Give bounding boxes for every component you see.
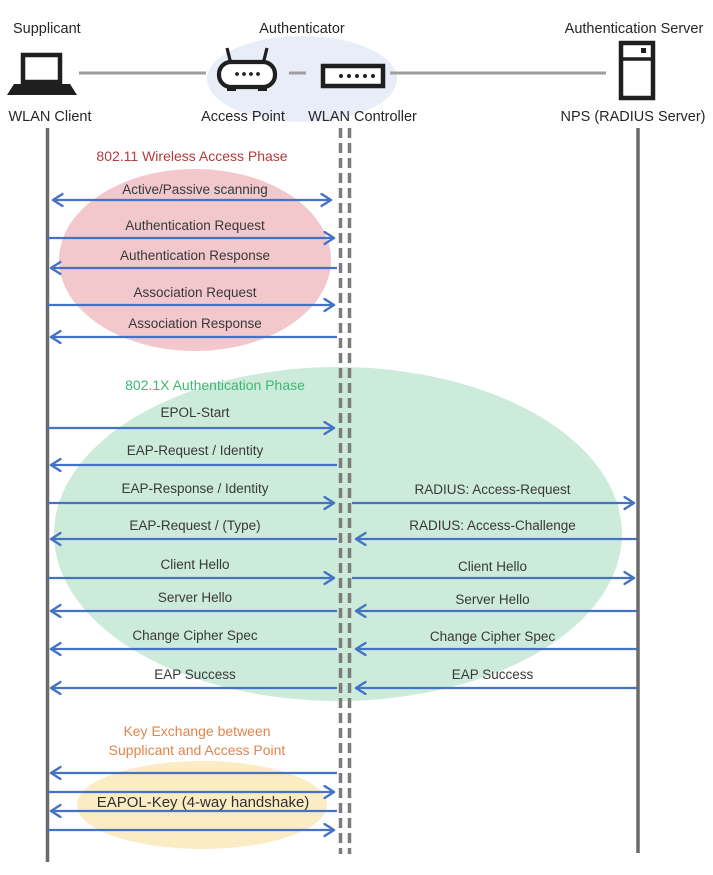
phase1-title: 802.11 Wireless Access Phase: [96, 148, 288, 164]
message-label: EAPOL-Key (4-way handshake): [96, 794, 310, 811]
message-label: EAP-Request / (Type): [129, 518, 261, 533]
message-label: Change Cipher Spec: [429, 629, 556, 644]
message-label: Authentication Response: [119, 248, 271, 263]
message-label: Association Request: [133, 285, 257, 300]
device-label-access-point: Access Point: [201, 109, 285, 125]
actor-role-supplicant: Supplicant: [13, 21, 81, 37]
server-icon: [621, 43, 653, 98]
message-label: Authentication Request: [125, 218, 265, 233]
message-label: Active/Passive scanning: [122, 182, 268, 197]
message-label: Server Hello: [157, 590, 233, 605]
message-label: Server Hello: [455, 592, 530, 607]
message-label: EPOL-Start: [160, 405, 230, 420]
laptop-icon: [7, 55, 77, 95]
wlan-controller-icon: [323, 66, 383, 86]
message-label: Client Hello: [457, 559, 528, 574]
message-label: EAP Success: [451, 667, 534, 682]
actor-role-authenticator: Authenticator: [259, 21, 345, 37]
device-label-nps: NPS (RADIUS Server): [560, 109, 706, 125]
message-label: RADIUS: Access-Request: [414, 482, 571, 497]
actor-role-auth-server: Authentication Server: [564, 21, 704, 37]
device-label-wlan-controller: WLAN Controller: [308, 109, 417, 125]
phase3-title-line1: Key Exchange between: [123, 723, 271, 739]
message-label: RADIUS: Access-Challenge: [409, 518, 576, 533]
phase3-title-line2: Supplicant and Access Point: [108, 742, 286, 758]
phase2-title: 802.1X Authentication Phase: [125, 377, 305, 393]
message-label: EAP-Request / Identity: [126, 443, 264, 458]
message-label: Association Response: [128, 316, 262, 331]
message-label: EAP Success: [154, 667, 236, 682]
message-label: Client Hello: [160, 557, 230, 572]
message-label: EAP-Response / Identity: [121, 481, 269, 496]
device-label-wlan-client: WLAN Client: [8, 109, 92, 125]
message-label: Change Cipher Spec: [132, 628, 258, 643]
